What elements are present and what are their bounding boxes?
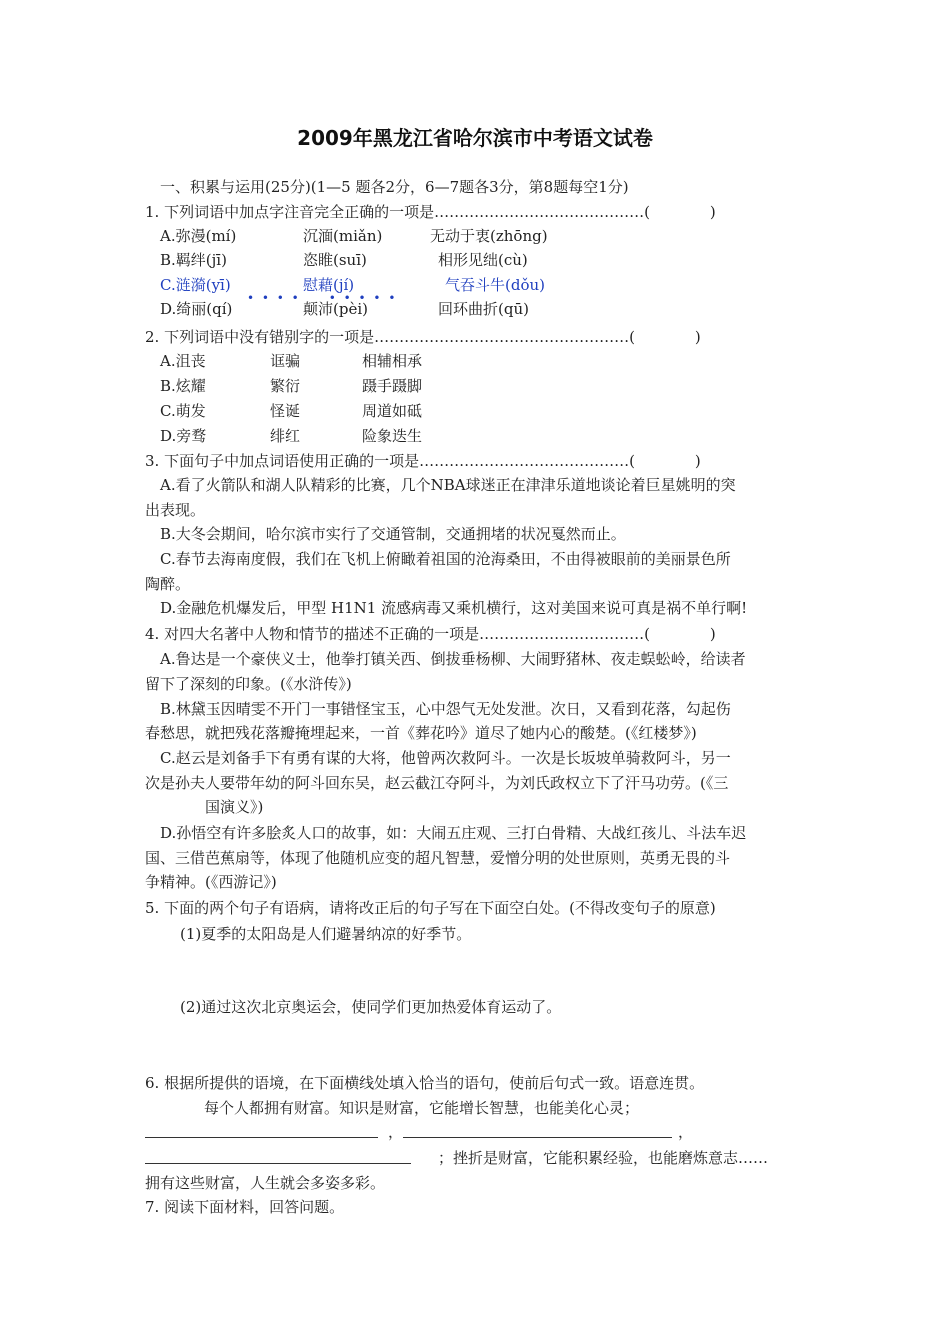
q6-comma-1: ， bbox=[388, 1123, 404, 1141]
q1-option-c-1: C.涟漪(yī) bbox=[160, 276, 231, 294]
q2-option-a-1: A.沮丧 bbox=[160, 352, 206, 370]
q2-option-b-2: 繁衍 bbox=[270, 377, 301, 395]
q1-option-c-3: 气吞斗牛(dǒu) bbox=[445, 276, 545, 294]
question-4-stem: 4. 对四大名著中人物和情节的描述不正确的一项是……………………………( ) bbox=[145, 625, 716, 643]
q2-option-c-2: 怪诞 bbox=[270, 402, 301, 420]
q6-context: 每个人都拥有财富。知识是财富，它能增长智慧，也能美化心灵； bbox=[204, 1099, 640, 1117]
q5-sentence-2: (2)通过这次北京奥运会，使同学们更加热爱体育运动了。 bbox=[180, 998, 562, 1016]
answer-blank-1[interactable] bbox=[145, 1137, 378, 1138]
q3-option-c-line1: C.春节去海南度假，我们在飞机上俯瞰着祖国的沧海桑田，不由得被眼前的美丽景色所 bbox=[160, 550, 731, 568]
q1-option-d-3: 回环曲折(qū) bbox=[438, 300, 529, 318]
q3-option-a-line2: 出表现。 bbox=[145, 501, 206, 519]
q3-option-c-line2: 陶醉。 bbox=[145, 575, 191, 593]
q3-option-b: B.大冬会期间，哈尔滨市实行了交通管制，交通拥堵的状况戛然而止。 bbox=[160, 525, 626, 543]
q2-option-a-3: 相辅相承 bbox=[362, 352, 423, 370]
q6-tail: ；挫折是财富，它能积累经验，也能磨炼意志…… bbox=[438, 1149, 769, 1167]
q4-option-b-line1: B.林黛玉因晴雯不开门一事错怪宝玉，心中怨气无处发泄。次日，又看到花落，勾起伤 bbox=[160, 700, 731, 718]
q5-sentence-1: (1)夏季的太阳岛是人们避暑纳凉的好季节。 bbox=[180, 925, 472, 943]
q3-option-d: D.金融危机爆发后，甲型 H1N1 流感病毒又乘机横行，这对美国来说可真是祸不单行啊! bbox=[160, 599, 748, 617]
q2-option-d-2: 绯红 bbox=[270, 427, 301, 445]
q4-option-d-line1: D.孙悟空有许多脍炙人口的故事，如：大闹五庄观、三打白骨精、大战红孩儿、斗法车迟 bbox=[160, 824, 747, 842]
section-header: 一、积累与运用(25分)(1—5 题各2分，6—7题各3分，第8题每空1分) bbox=[160, 178, 629, 196]
answer-blank-3[interactable] bbox=[145, 1163, 411, 1164]
q1-option-d-2: 颠沛(pèi) bbox=[303, 300, 368, 318]
q1-option-a-1: A.弥漫(mí) bbox=[160, 227, 237, 245]
question-3-stem: 3. 下面句子中加点词语使用正确的一项是……………………………………( ) bbox=[145, 452, 701, 470]
q2-option-c-3: 周道如砥 bbox=[362, 402, 423, 420]
q6-ending: 拥有这些财富，人生就会多姿多彩。 bbox=[145, 1174, 386, 1192]
q4-option-c-line3: 国演义》) bbox=[205, 798, 264, 816]
emphasis-dots: • • • • • • • • • bbox=[247, 291, 398, 305]
q2-option-b-1: B.炫耀 bbox=[160, 377, 206, 395]
q2-option-b-3: 蹑手蹑脚 bbox=[362, 377, 423, 395]
q4-option-a-line1: A.鲁达是一个豪侠义士，他拳打镇关西、倒拔垂杨柳、大闹野猪林、夜走蜈蚣岭，给读者 bbox=[160, 650, 746, 668]
question-1-stem: 1. 下列词语中加点字注音完全正确的一项是……………………………………( ) bbox=[145, 203, 716, 221]
q1-option-a-2: 沉湎(miǎn) bbox=[303, 227, 383, 245]
q3-option-a-line1: A.看了火箭队和湖人队精彩的比赛，几个NBA球迷正在津津乐道地谈论着巨星姚明的突 bbox=[160, 476, 736, 494]
q1-option-b-2: 恣睢(suī) bbox=[303, 251, 367, 269]
q4-option-d-line3: 争精神。(《西游记》) bbox=[145, 873, 277, 891]
q4-option-d-line2: 国、三借芭蕉扇等，体现了他随机应变的超凡智慧，爱憎分明的处世原则，英勇无畏的斗 bbox=[145, 849, 731, 867]
q2-option-d-3: 险象迭生 bbox=[362, 427, 423, 445]
q1-option-a-3: 无动于衷(zhōng) bbox=[430, 227, 548, 245]
q1-option-b-1: B.羁绊(jī) bbox=[160, 251, 227, 269]
question-5-stem: 5. 下面的两个句子有语病，请将改正后的句子写在下面空白处。(不得改变句子的原意) bbox=[145, 899, 716, 917]
q4-option-c-line1: C.赵云是刘备手下有勇有谋的大将，他曾两次救阿斗。一次是长坂坡单骑救阿斗，另一 bbox=[160, 749, 731, 767]
answer-blank-2[interactable] bbox=[403, 1137, 672, 1138]
q2-option-c-1: C.萌发 bbox=[160, 402, 206, 420]
q2-option-a-2: 诓骗 bbox=[270, 352, 301, 370]
q4-option-a-line2: 留下了深刻的印象。(《水浒传》) bbox=[145, 675, 352, 693]
q6-comma-2: ， bbox=[678, 1123, 694, 1141]
q1-option-c-2: 慰藉(jí) bbox=[303, 276, 355, 294]
q1-option-d-1: D.绮丽(qí) bbox=[160, 300, 233, 318]
q4-option-b-line2: 春愁思，就把残花落瓣掩埋起来，一首《葬花吟》道尽了她内心的酸楚。(《红楼梦》) bbox=[145, 724, 697, 742]
q4-option-c-line2: 次是孙夫人要带年幼的阿斗回东吴，赵云截江夺阿斗，为刘氏政权立下了汗马功劳。(《三 bbox=[145, 774, 729, 792]
question-2-stem: 2. 下列词语中没有错别字的一项是……………………………………………( ) bbox=[145, 328, 701, 346]
question-6-stem: 6. 根据所提供的语境，在下面横线处填入恰当的语句，使前后句式一致。语意连贯。 bbox=[145, 1074, 705, 1092]
page-title: 2009年黑龙江省哈尔滨市中考语文试卷 bbox=[297, 126, 653, 150]
question-7-stem: 7. 阅读下面材料，回答问题。 bbox=[145, 1198, 345, 1216]
q1-option-b-3: 相形见绌(cù) bbox=[438, 251, 528, 269]
q2-option-d-1: D.旁骛 bbox=[160, 427, 207, 445]
